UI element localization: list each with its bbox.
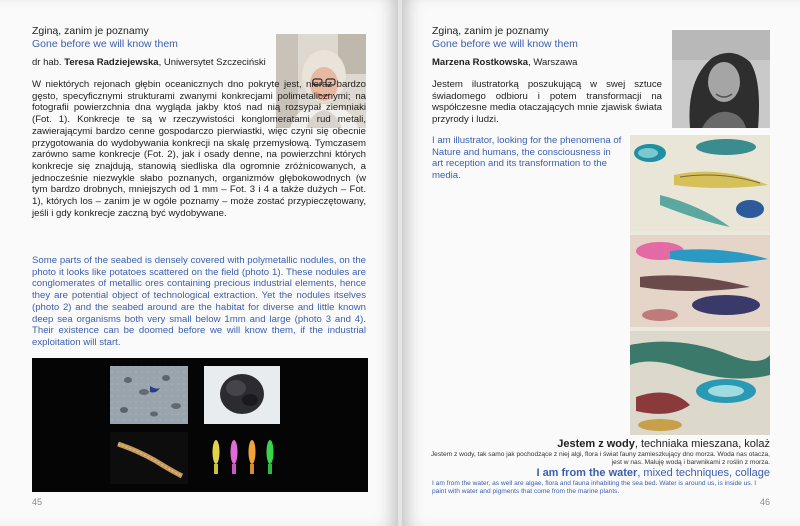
- caption-title-en-rest: , mixed techniques, collage: [637, 467, 770, 479]
- right-author: [432, 57, 577, 68]
- artwork-collage: [630, 135, 770, 435]
- caption-title-pl-rest: , techniaka mieszana, kolaż: [634, 438, 770, 450]
- author-prefix: dr hab.: [32, 57, 62, 68]
- photo-2-nodule: [204, 366, 280, 424]
- right-page-number: 46: [759, 497, 770, 507]
- photo-panel-seabed: [32, 358, 368, 492]
- caption-title-en-bold: I am from the water: [536, 467, 638, 479]
- caption-title-pl-bold: Jestem z wody: [557, 438, 635, 450]
- right-text-pl: Jestem ilustratorką poszukującą w swej sztuce świadomego odbioru i potem transformacji na współczesne media otaczających mnie zjawisk świata przyrody i ludzi.: [432, 79, 662, 126]
- right-title-en: Gone before we will know them: [432, 38, 578, 50]
- left-page-number: 45: [32, 497, 43, 507]
- portrait-marzena: [672, 30, 770, 128]
- left-title-en: Gone before we will know them: [32, 38, 178, 50]
- right-page: [402, 0, 800, 526]
- caption-text-pl: Jestem z wody, tak samo jak pochodzące z niej algi, flora i świat fauny zamieszkujący dno morza. Woda nas otacza, jest w nas. Maluję wodą i barwnikami z roślin z morza.: [430, 451, 770, 466]
- author-affiliation: , Uniwersytet Szczeciński: [158, 57, 266, 68]
- author-affiliation: , Warszawa: [528, 57, 578, 68]
- author-name: Marzena Rostkowska: [432, 57, 529, 68]
- photo-3-worm: [110, 432, 188, 484]
- photo-4-organisms: [204, 432, 292, 484]
- caption-text-en: I am from the water, as well are algae, flora and fauna inhabiting the sea bed. Water is around us, is inside us. I paint with water and pigments that come from the marine plants.: [432, 480, 757, 495]
- caption-title-pl: [430, 438, 770, 450]
- left-author: [32, 57, 266, 68]
- author-name: Teresa Radziejewska: [64, 57, 159, 68]
- left-page: [0, 0, 398, 526]
- left-title-pl: Zginą, zanim je poznamy: [32, 25, 149, 37]
- right-title-pl: Zginą, zanim je poznamy: [432, 25, 549, 37]
- right-text-en: I am illustrator, looking for the phenomena of Nature and humans, the consciousness in art reception and its transformation to the media.: [432, 135, 622, 182]
- left-text-en: Some parts of the seabed is densely covered with polymetallic nodules, on the photo it looks like potatoes scattered on the field (photo 1). These nodules are conglomerates of metallic ores containing precious industrial elements, hence they are potential object of technological extraction. Yet the nodules itselves (photo 2) and the seabed around are the habitat for diverse and little known deep sea organisms both very small below 1mm and large (photo 3 and 4). Their existence can be doomed before we will know them, if the industrial exploitation will start.: [32, 255, 366, 348]
- caption-title-en: [430, 467, 770, 479]
- photo-1-seabed: [110, 366, 188, 424]
- left-text-pl: W niektórych rejonach głębin oceanicznych dno pokryte jest, nieraz bardzo gęsto, specyficznymi strukturami zwanymi konkrecjami polimetalicznymi; na fotografii powierzchnia dna wygląda jakby ktoś nad nią rozsypał ziemniaki (Fot. 1). Konkrecje te są w rzeczywistości konglomeratami rud metali, zawierającymi bardzo cenne gospodarczo pierwiastki, więc czyni się obecnie przygotowania do wydobywania konkrecji na skalę przemysłową. Tymczasem zarówno same konkrecje (Fot. 2), jak i osady denne, na powierzchni których konkrecje się znajdują, stanowią siedliska dla ogromnie zróżnicowanych, a jednocześnie niezwykle słabo poznanych, organizmów głębokowodnych (w tym bardzo drobnych, mniejszych od 1 mm – Fot. 3 i 4 a także dużych – Fot. 1), których los – zanim je w ogóle poznamy – może zostać przypieczętowany, jeśli i gdy konkrecje zaczną być wydobywane.: [32, 79, 366, 219]
